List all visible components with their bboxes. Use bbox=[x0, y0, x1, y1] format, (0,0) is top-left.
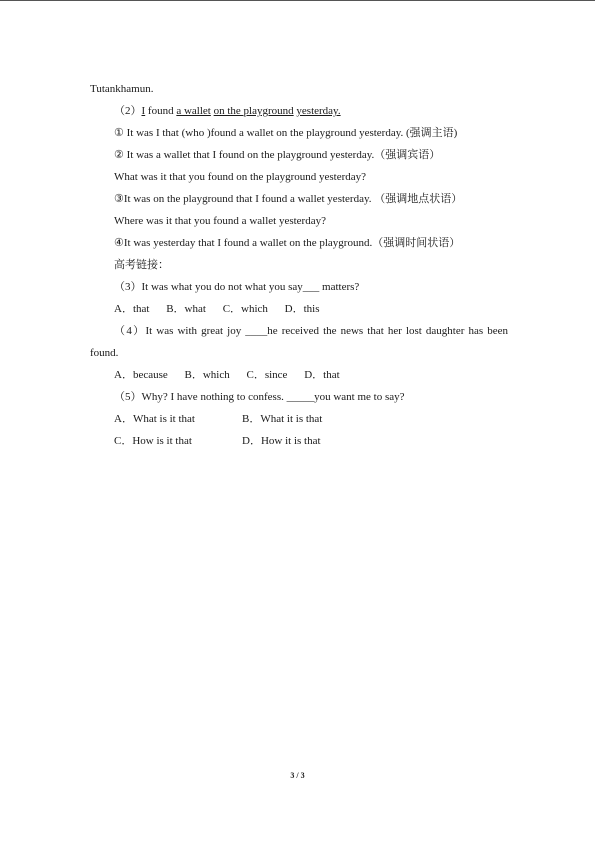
option-a: A．because bbox=[114, 369, 168, 381]
place-question: Where was it that you found a wallet yesterday? bbox=[114, 215, 326, 227]
option-b: B．which bbox=[184, 369, 230, 381]
page-top-border bbox=[0, 0, 595, 1]
option-b: B．what bbox=[166, 303, 206, 315]
option-d: D．that bbox=[304, 369, 340, 381]
example-2-sentence bbox=[90, 100, 508, 122]
exam-link-heading: 高考链接： bbox=[114, 259, 169, 271]
exercise-5-options-row-2 bbox=[90, 430, 508, 452]
exercise-5-options-row-1 bbox=[90, 408, 508, 430]
underlined-place: on the playground bbox=[213, 105, 294, 117]
page-number: 3 / 3 bbox=[290, 771, 305, 780]
option-d: D．this bbox=[284, 303, 320, 315]
emphasis-object-sentence: ② It was a wallet that I found on the playground yesterday.（强调宾语） bbox=[114, 149, 441, 161]
option-c: C．since bbox=[246, 369, 288, 381]
exercise-4-options bbox=[90, 364, 508, 386]
object-question: What was it that you found on the playground yesterday? bbox=[114, 171, 367, 183]
emphasis-place-sentence: ③It was on the playground that I found a wallet yesterday. （强调地点状语） bbox=[114, 193, 463, 205]
option-b: B．What it is that bbox=[242, 413, 323, 425]
continuation-line: Tutankhamun. bbox=[90, 83, 154, 95]
exercise-4-question: （4）It was with great joy ____he received the news that her lost daughter has been found. bbox=[90, 325, 508, 359]
option-a: A．What is it that bbox=[114, 413, 195, 425]
verb-word: found bbox=[147, 105, 174, 117]
underlined-object: a wallet bbox=[176, 105, 211, 117]
option-c: C．How is it that bbox=[114, 435, 192, 447]
exercise-3-options bbox=[90, 298, 508, 320]
document-body bbox=[90, 78, 508, 452]
exercise-5-question: （5）Why? I have nothing to confess. _____you want me to say? bbox=[114, 391, 405, 403]
emphasis-time-sentence: ④It was yesterday that I found a wallet on the playground.（强调时间状语） bbox=[114, 237, 461, 249]
exercise-3-question: （3）It was what you do not what you say___ matters? bbox=[114, 281, 360, 293]
option-c: C．which bbox=[222, 303, 268, 315]
underlined-time: yesterday. bbox=[296, 105, 341, 117]
option-d: D．How it is that bbox=[242, 435, 321, 447]
example-label: （2） bbox=[114, 105, 142, 117]
option-a: A．that bbox=[114, 303, 150, 315]
emphasis-subject-sentence: ① It was I that (who )found a wallet on the playground yesterday. (强调主语) bbox=[114, 127, 458, 139]
underlined-subject: I bbox=[141, 105, 146, 117]
